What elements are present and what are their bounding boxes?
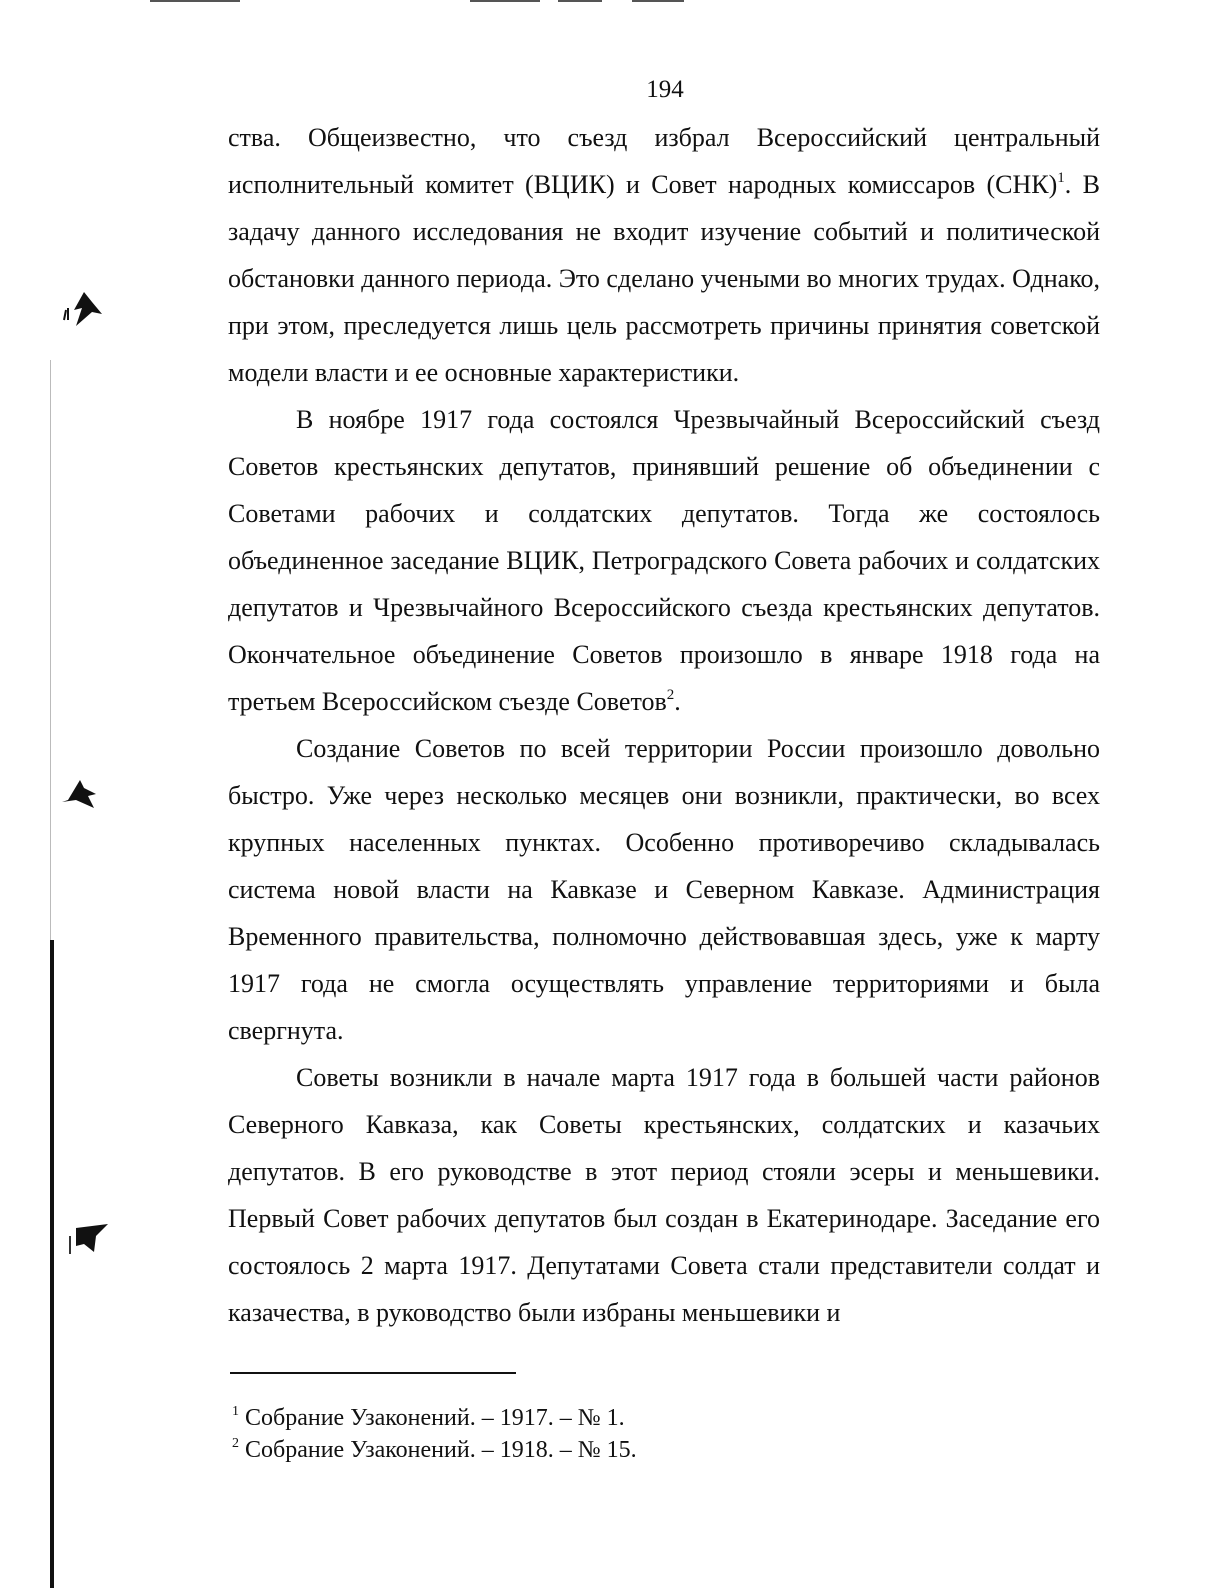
scan-margin-line	[50, 360, 51, 940]
footnote-mark: 2	[232, 1436, 239, 1451]
footnote-item	[232, 1434, 932, 1466]
footnote-mark: 1	[232, 1404, 239, 1419]
binding-hole-mark	[62, 290, 104, 330]
paragraph-text: .	[674, 687, 681, 716]
paragraph	[228, 1054, 1100, 1336]
paragraph-text: . В задачу данного исследования не входит изучение событий и политической обстановки данного периода. Это сделано учеными во многих трудах. Однако, при этом, преследуется лишь цель рассмотреть причины принятия советской модели власти и ее основные характеристики.	[228, 170, 1100, 387]
footnote-reference[interactable]: 2	[666, 687, 675, 703]
footnote-text: Собрание Узаконений. – 1918. – № 15.	[239, 1437, 637, 1463]
binding-hole-mark	[60, 778, 100, 810]
footnotes	[232, 1402, 932, 1466]
footnote-divider	[230, 1372, 516, 1374]
footnote-reference[interactable]: 1	[1057, 170, 1065, 186]
paragraph-text: Создание Советов по всей территории России произошло довольно быстро. Уже через несколько месяцев они возникли, практически, во всех крупных населенных пунктах. Особенно противоречиво складывалась система новой власти на Кавказе и Северном Кавказе. Администрация Временного правительства, полномочно действовавшая здесь, уже к марту 1917 года не смогла осуществлять управление территориями и была свергнута.	[228, 734, 1100, 1045]
binding-hole-mark	[66, 1222, 110, 1258]
paragraph	[228, 725, 1100, 1054]
paragraph	[228, 114, 1100, 396]
paragraph-text: ства. Общеизвестно, что съезд избрал Всероссийский центральный исполнительный комитет (ВЦИК) и Совет народных комиссаров (СНК)	[228, 123, 1100, 199]
paragraph-text: В ноябре 1917 года состоялся Чрезвычайный Всероссийский съезд Советов крестьянских депутатов, принявший решение об объединении с Советами рабочих и солдатских депутатов. Тогда же состоялось объединенное заседание ВЦИК, Петроградского Совета рабочих и солдатских депутатов и Чрезвычайного Всероссийского съезда крестьянских депутатов. Окончательное объединение Советов произошло в январе 1918 года на третьем Всероссийском съезде Советов	[228, 405, 1100, 716]
footnote-item	[232, 1402, 932, 1434]
scan-margin-bar	[50, 940, 54, 1588]
body-text	[228, 114, 1100, 1336]
page-number: 194	[646, 76, 684, 103]
paragraph	[228, 396, 1100, 725]
paragraph-text: Советы возникли в начале марта 1917 года в большей части районов Северного Кавказа, как Советы крестьянских, солдатских и казачьих депутатов. В его руководстве в этот период стояли эсеры и меньшевики. Первый Совет рабочих депутатов был создан в Екатеринодаре. Заседание его состоялось 2 марта 1917. Депутатами Совета стали представители солдат и казачества, в руководство были избраны меньшевики и	[228, 1063, 1100, 1327]
footnote-text: Собрание Узаконений. – 1917. – № 1.	[239, 1405, 625, 1431]
